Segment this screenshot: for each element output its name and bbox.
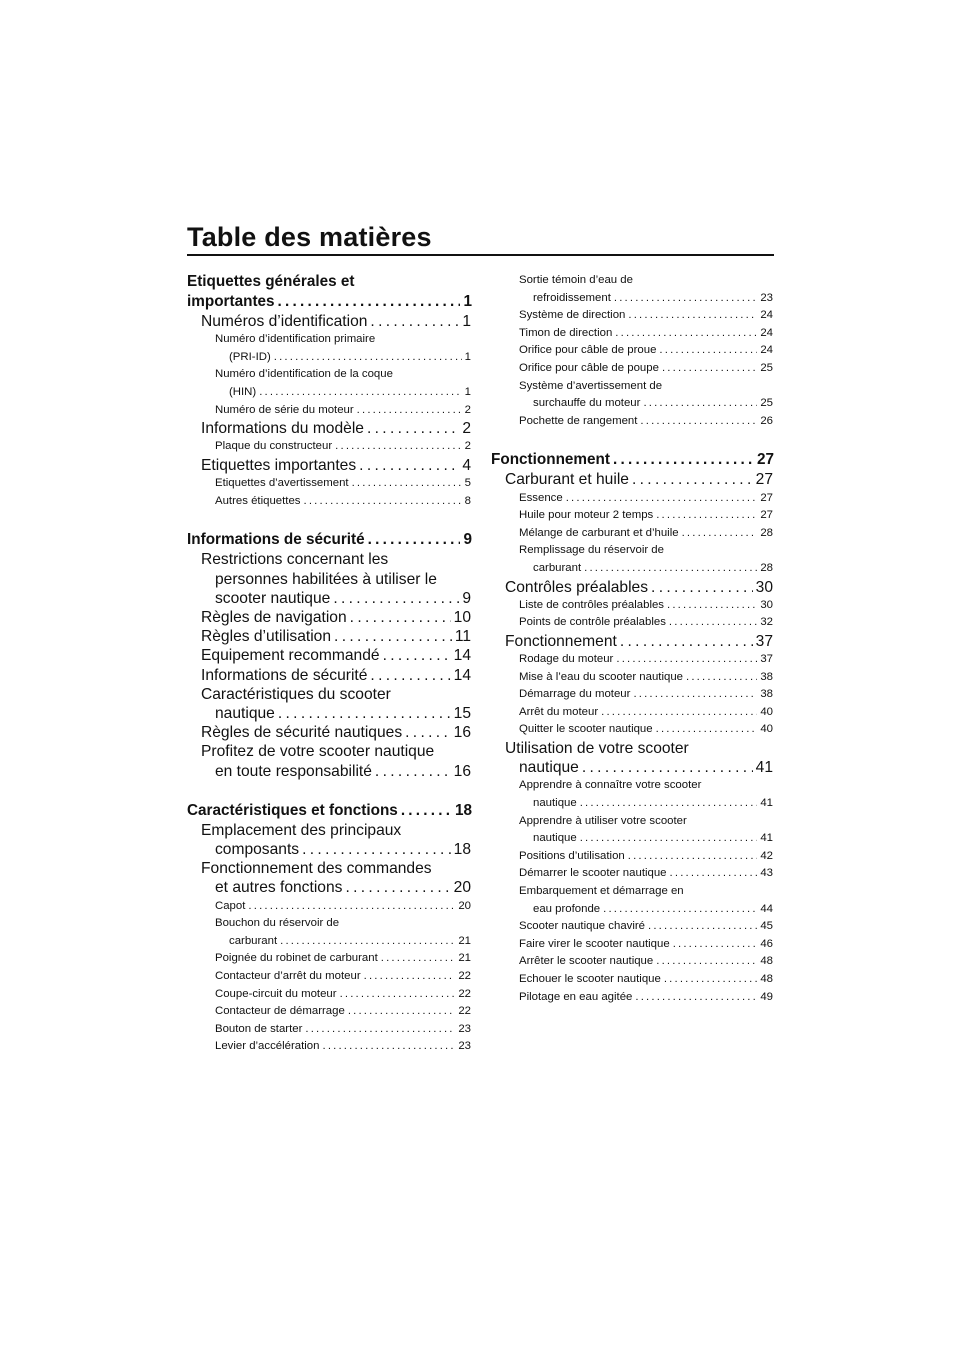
- toc-entry-title: et autres fonctions: [215, 879, 343, 897]
- toc-column-left: [187, 272, 472, 1056]
- toc-page-number: 38: [760, 670, 773, 683]
- toc-entry-title: Fonctionnement: [505, 632, 617, 650]
- toc-entry-level-3[interactable]: [491, 918, 774, 936]
- toc-page-number: 18: [453, 841, 471, 858]
- toc-entry-level-2[interactable]: [187, 550, 472, 608]
- toc-entry-level-3[interactable]: [491, 342, 774, 360]
- dot-leader: [348, 1003, 456, 1021]
- toc-entry-level-3[interactable]: [491, 307, 774, 325]
- dot-leader: [580, 830, 758, 848]
- dot-leader: [405, 723, 451, 742]
- toc-entry-title: carburant: [229, 934, 278, 947]
- toc-page-number: 5: [464, 477, 471, 490]
- toc-entry-level-3[interactable]: [491, 325, 774, 343]
- toc-entry-level-2[interactable]: [187, 723, 472, 742]
- toc-entry-title-line: Système d’avertissement de: [519, 379, 663, 392]
- toc-entry-title: Arrêt du moteur: [519, 705, 599, 718]
- toc-entry-level-3[interactable]: [491, 989, 774, 1007]
- toc-page-number: 14: [453, 666, 471, 684]
- dot-leader: [278, 704, 451, 723]
- toc-entry-level-2[interactable]: [491, 739, 774, 777]
- toc-entry-level-3[interactable]: [491, 953, 774, 971]
- toc-entry-title-line: Apprendre à utiliser votre scooter: [519, 814, 687, 827]
- toc-entry-title: nautique: [519, 759, 579, 777]
- toc-entry-level-3[interactable]: [491, 813, 774, 848]
- toc-entry-level-2[interactable]: [187, 821, 472, 859]
- toc-page-number: 14: [453, 647, 471, 665]
- toc-entry-title: Carburant et huile: [505, 471, 629, 489]
- toc-entry-title: Caractéristiques et fonctions: [187, 801, 398, 819]
- title-rule: [187, 254, 774, 256]
- dot-leader: [370, 666, 450, 685]
- toc-entry-level-3[interactable]: [187, 915, 472, 950]
- toc-page-number: 28: [760, 561, 773, 574]
- dot-leader: [401, 801, 452, 821]
- toc-page-number: 41: [760, 832, 773, 845]
- toc-entry-title: Quitter le scooter nautique: [519, 723, 653, 736]
- toc-page-number: 21: [458, 934, 471, 947]
- toc-entry-title: Liste de contrôles préalables: [519, 598, 665, 611]
- dot-leader: [364, 968, 456, 986]
- dot-leader: [340, 986, 456, 1004]
- dot-leader: [375, 762, 451, 781]
- toc-entry-title: Essence: [519, 491, 563, 504]
- toc-page-number: 41: [755, 759, 773, 777]
- toc-entry-title: nautique: [533, 832, 577, 845]
- toc-page-number: 27: [760, 509, 773, 522]
- toc-entry-title: scooter nautique: [215, 589, 331, 607]
- dot-leader: [640, 413, 757, 431]
- toc-page-number: 8: [464, 494, 471, 507]
- dot-leader: [345, 878, 450, 897]
- toc-entry-title: surchauffe du moteur: [533, 397, 641, 410]
- toc-entry-title-line: Embarquement et démarrage en: [519, 885, 684, 898]
- toc-page-number: 2: [464, 440, 471, 453]
- dot-leader: [659, 342, 757, 360]
- toc-page-number: 9: [463, 531, 472, 549]
- toc-entry-level-3[interactable]: [491, 669, 774, 687]
- dot-leader: [667, 597, 757, 615]
- toc-entry-title: nautique: [533, 797, 577, 810]
- toc-entry-level-3[interactable]: [491, 971, 774, 989]
- toc-entry-level-3[interactable]: [491, 651, 774, 669]
- dot-leader: [334, 627, 452, 646]
- toc-page-number: 24: [760, 309, 773, 322]
- dot-leader: [333, 589, 459, 608]
- toc-page-number: 9: [462, 589, 471, 607]
- toc-entry-title-line: Apprendre à connaître votre scooter: [519, 779, 702, 792]
- toc-page-number: 23: [760, 291, 773, 304]
- toc-entry-level-2[interactable]: [187, 627, 472, 646]
- toc-entry-title: Démarrage du moteur: [519, 688, 631, 701]
- toc-entry-level-3[interactable]: [187, 1003, 472, 1021]
- toc-entry-title-line: Sortie témoin d’eau de: [519, 274, 633, 286]
- dot-leader: [616, 651, 757, 669]
- toc-entry-level-3[interactable]: [187, 402, 472, 420]
- toc-entry-title-line: Caractéristiques du scooter: [201, 685, 391, 703]
- toc-page-number: 1: [462, 313, 471, 330]
- toc-page-number: 48: [760, 955, 773, 968]
- dot-leader: [274, 349, 462, 367]
- toc-page-number: 28: [760, 526, 773, 539]
- toc-page-number: 30: [755, 578, 773, 596]
- toc-entry-level-2[interactable]: [187, 419, 472, 438]
- toc-page-number: 11: [454, 628, 471, 646]
- dot-leader: [673, 936, 758, 954]
- dot-leader: [615, 325, 757, 343]
- toc-entry-title: Informations du modèle: [201, 420, 364, 438]
- toc-page-number: 46: [760, 937, 773, 950]
- toc-entry-level-2[interactable]: [187, 859, 472, 897]
- dot-leader: [305, 1021, 455, 1039]
- toc-entry-level-3[interactable]: [187, 1038, 472, 1056]
- toc-entry-title: Informations de sécurité: [187, 531, 365, 549]
- toc-entry-title: Capot: [215, 899, 246, 912]
- toc-entry-title: carburant: [533, 561, 582, 574]
- toc-entry-level-3[interactable]: [187, 968, 472, 986]
- toc-entry-title: Règles de sécurité nautiques: [201, 724, 403, 742]
- toc-entry-title: nautique: [215, 704, 275, 722]
- dot-leader: [643, 395, 757, 413]
- dot-leader: [383, 646, 451, 665]
- dot-leader: [582, 758, 753, 777]
- dot-leader: [628, 848, 758, 866]
- toc-page-number: 27: [756, 451, 774, 469]
- dot-leader: [651, 578, 753, 597]
- toc-entry-level-3[interactable]: [187, 986, 472, 1004]
- toc-entry-title-line: Numéro d’identification de la coque: [215, 368, 393, 381]
- dot-leader: [359, 456, 459, 475]
- toc-page-number: 38: [760, 688, 773, 701]
- toc-entry-level-3[interactable]: [491, 848, 774, 866]
- toc-entry-title: Rodage du moteur: [519, 653, 614, 666]
- dot-leader: [601, 704, 757, 722]
- toc-entry-level-3[interactable]: [491, 542, 774, 577]
- dot-leader: [613, 450, 754, 470]
- toc-entry-title: Système de direction: [519, 309, 626, 322]
- toc-entry-title: Faire virer le scooter nautique: [519, 937, 670, 950]
- toc-entry-title: Numéros d’identification: [201, 313, 368, 330]
- dot-leader: [303, 493, 461, 511]
- dot-leader: [566, 490, 758, 508]
- toc-page-number: 30: [760, 598, 773, 611]
- toc-entry-title: Levier d’accélération: [215, 1040, 320, 1053]
- toc-page-number: 4: [462, 456, 471, 474]
- toc-page-number: 37: [760, 653, 773, 666]
- dot-leader: [620, 632, 753, 651]
- toc-entry-title: Règles de navigation: [201, 608, 347, 626]
- toc-page-number: 21: [458, 952, 471, 965]
- dot-leader: [350, 608, 451, 627]
- dot-leader: [662, 360, 757, 378]
- toc-entry-level-2[interactable]: [187, 608, 472, 627]
- toc-page-number: 22: [458, 987, 471, 1000]
- toc-page-number: 22: [458, 1005, 471, 1018]
- toc-entry-title: (HIN): [229, 385, 257, 398]
- toc-entry-title-line: Fonctionnement des commandes: [201, 860, 432, 878]
- dot-leader: [669, 614, 757, 632]
- dot-leader: [648, 918, 757, 936]
- toc-entry-level-1[interactable]: [491, 450, 774, 470]
- toc-page-number: 26: [760, 414, 773, 427]
- toc-page-number: 41: [760, 797, 773, 810]
- toc-entry-level-3[interactable]: [491, 413, 774, 431]
- toc-entry-level-3[interactable]: [491, 597, 774, 615]
- dot-leader: [580, 795, 758, 813]
- dot-leader: [259, 384, 461, 402]
- toc-page-number: 42: [760, 849, 773, 862]
- toc-entry-level-2[interactable]: [187, 646, 472, 665]
- toc-entry-level-2[interactable]: [187, 666, 472, 685]
- toc-entry-level-2[interactable]: [491, 632, 774, 651]
- toc-entry-title-line: Utilisation de votre scooter: [505, 740, 689, 758]
- toc-entry-title: Mise à l’eau du scooter nautique: [519, 670, 684, 683]
- toc-entry-title: Mélange de carburant et d’huile: [519, 526, 679, 539]
- dot-leader: [686, 669, 757, 687]
- toc-entry-level-3[interactable]: [491, 525, 774, 543]
- toc-entry-title: Scooter nautique chaviré: [519, 920, 646, 933]
- toc-entry-title: Bouton de starter: [215, 1022, 303, 1035]
- dot-leader: [248, 898, 455, 916]
- toc-page-number: 1: [464, 350, 471, 363]
- dot-leader: [633, 686, 757, 704]
- toc-entry-title: Equipement recommandé: [201, 647, 380, 665]
- toc-entry-title: refroidissement: [533, 291, 611, 304]
- toc-entry-title: Echouer le scooter nautique: [519, 973, 661, 986]
- toc-entry-level-3[interactable]: [491, 360, 774, 378]
- dot-leader: [278, 292, 461, 312]
- toc-entry-title: Poignée du robinet de carburant: [215, 952, 378, 965]
- toc-entry-title: Arrêter le scooter nautique: [519, 955, 654, 968]
- dot-leader: [357, 402, 462, 420]
- toc-page-number: 20: [453, 879, 471, 897]
- toc-entry-title: Pilotage en eau agitée: [519, 990, 633, 1003]
- toc-page-number: 40: [760, 705, 773, 718]
- dot-leader: [381, 950, 456, 968]
- toc-page-number: 2: [464, 403, 471, 416]
- toc-entry-level-3[interactable]: [491, 704, 774, 722]
- toc-page-number: 24: [760, 344, 773, 357]
- toc-page-number: 32: [760, 616, 773, 629]
- toc-page-number: 37: [755, 632, 773, 650]
- toc-entry-title: Etiquettes d’avertissement: [215, 477, 349, 490]
- toc-entry-level-3[interactable]: [491, 614, 774, 632]
- dot-leader: [656, 953, 757, 971]
- dot-leader: [368, 530, 461, 550]
- toc-entry-title-line: Numéro d’identification primaire: [215, 333, 376, 346]
- dot-leader: [280, 933, 455, 951]
- toc-entry-level-2[interactable]: [187, 685, 472, 723]
- toc-page-number: 44: [760, 902, 773, 915]
- toc-entry-title: Contrôles préalables: [505, 578, 649, 596]
- dot-leader: [656, 507, 757, 525]
- toc-entry-title: Huile pour moteur 2 temps: [519, 509, 654, 522]
- toc-entry-level-3[interactable]: [187, 493, 472, 511]
- toc-entry-level-2[interactable]: [187, 742, 472, 780]
- dot-leader: [370, 312, 459, 331]
- dot-leader: [670, 865, 758, 883]
- toc-entry-level-3[interactable]: [187, 438, 472, 456]
- toc-entry-title: Contacteur d’arrêt du moteur: [215, 969, 361, 982]
- toc-column-right: [491, 272, 774, 1006]
- toc-page-number: 49: [760, 990, 773, 1003]
- toc-page-number: 23: [458, 1022, 471, 1035]
- toc-entry-title-line: personnes habilitées à utiliser le: [215, 570, 437, 588]
- dot-leader: [682, 525, 758, 543]
- toc-entry-level-2[interactable]: [491, 578, 774, 597]
- toc-page-number: 27: [760, 491, 773, 504]
- toc-entry-title: Orifice pour câble de proue: [519, 344, 657, 357]
- toc-entry-level-3[interactable]: [187, 331, 472, 366]
- dot-leader: [322, 1038, 455, 1056]
- toc-entry-title-line: Profitez de votre scooter nautique: [201, 743, 435, 761]
- toc-page-number: 24: [760, 326, 773, 339]
- toc-entry-title-line: Etiquettes générales et: [187, 273, 355, 290]
- toc-page-number: 45: [760, 920, 773, 933]
- toc-page-number: 15: [453, 704, 471, 722]
- toc-entry-level-3[interactable]: [491, 490, 774, 508]
- toc-page-number: 48: [760, 973, 773, 986]
- toc-entry-title: Autres étiquettes: [215, 494, 301, 507]
- toc-entry-title: Orifice pour câble de poupe: [519, 361, 659, 374]
- toc-entry-level-3[interactable]: [187, 950, 472, 968]
- toc-entry-title: importantes: [187, 293, 275, 310]
- toc-entry-level-3[interactable]: [491, 378, 774, 413]
- toc-entry-title: en toute responsabilité: [215, 762, 372, 780]
- toc-entry-level-3[interactable]: [491, 865, 774, 883]
- toc-entry-title: (PRI-ID): [229, 350, 271, 363]
- toc-page-number: 22: [458, 969, 471, 982]
- toc-page-number: 25: [760, 397, 773, 410]
- toc-entry-title: Etiquettes importantes: [201, 456, 357, 474]
- toc-page-number: 20: [458, 899, 471, 912]
- toc-entry-title-line: Restrictions concernant les: [201, 551, 389, 569]
- toc-entry-title: Règles d’utilisation: [201, 628, 332, 646]
- page-title: Table des matières: [187, 222, 432, 252]
- toc-entry-level-2[interactable]: [187, 312, 472, 331]
- toc-entry-title: Numéro de série du moteur: [215, 403, 354, 416]
- toc-entry-level-3[interactable]: [491, 686, 774, 704]
- toc-entry-level-3[interactable]: [187, 1021, 472, 1039]
- toc-entry-level-3[interactable]: [491, 883, 774, 918]
- toc-page-number: 2: [462, 420, 471, 438]
- dot-leader: [664, 971, 757, 989]
- toc-entry-title-line: Emplacement des principaux: [201, 821, 402, 839]
- toc-entry-title: Informations de sécurité: [201, 666, 368, 684]
- toc-entry-level-3[interactable]: [491, 936, 774, 954]
- toc-page-number: 40: [760, 723, 773, 736]
- toc-entry-title: composants: [215, 841, 300, 858]
- dot-leader: [628, 307, 757, 325]
- dot-leader: [632, 470, 753, 489]
- dot-leader: [584, 560, 757, 578]
- toc-page-number: 25: [760, 361, 773, 374]
- toc-entry-title: Timon de direction: [519, 326, 613, 339]
- dot-leader: [302, 840, 451, 859]
- toc-entry-title: eau profonde: [533, 902, 601, 915]
- dot-leader: [352, 475, 462, 493]
- toc-entry-level-3[interactable]: [491, 721, 774, 739]
- toc-page-number: 16: [453, 724, 471, 742]
- toc-entry-level-3[interactable]: [187, 898, 472, 916]
- toc-page-number: 23: [458, 1040, 471, 1053]
- toc-page-number: 27: [755, 471, 773, 489]
- toc-page-number: 43: [760, 867, 773, 880]
- dot-leader: [603, 901, 757, 919]
- toc-entry-title: Fonctionnement: [491, 451, 610, 469]
- toc-entry-title-line: Bouchon du réservoir de: [215, 917, 340, 930]
- toc-entry-level-1[interactable]: [187, 272, 472, 312]
- toc-entry-title: Plaque du constructeur: [215, 440, 333, 453]
- toc-entry-level-2[interactable]: [491, 470, 774, 489]
- toc-entry-title: Points de contrôle préalables: [519, 616, 666, 629]
- toc-page-number: 18: [454, 801, 472, 819]
- dot-leader: [656, 721, 758, 739]
- dot-leader: [367, 419, 459, 438]
- toc-entry-title: Pochette de rangement: [519, 414, 638, 427]
- dot-leader: [335, 438, 462, 456]
- toc-entry-level-2[interactable]: [187, 456, 472, 475]
- toc-entry-title: Démarrer le scooter nautique: [519, 867, 667, 880]
- toc-entry-level-3[interactable]: [491, 272, 774, 307]
- toc-entry-level-3[interactable]: [491, 777, 774, 812]
- toc-page-number: 16: [453, 762, 471, 780]
- toc-page-number: 10: [453, 608, 471, 626]
- toc-entry-level-3[interactable]: [187, 366, 472, 401]
- toc-page-number: 1: [463, 293, 472, 310]
- toc-entry-level-1[interactable]: [187, 530, 472, 550]
- toc-entry-level-3[interactable]: [187, 475, 472, 493]
- dot-leader: [635, 989, 757, 1007]
- toc-entry-level-1[interactable]: [187, 801, 472, 821]
- dot-leader: [614, 290, 757, 308]
- toc-entry-title-line: Remplissage du réservoir de: [519, 544, 664, 557]
- toc-entry-title: Positions d’utilisation: [519, 849, 625, 862]
- toc-entry-title: Contacteur de démarrage: [215, 1005, 345, 1018]
- toc-entry-level-3[interactable]: [491, 507, 774, 525]
- toc-page-number: 1: [464, 385, 471, 398]
- toc-entry-title: Coupe-circuit du moteur: [215, 987, 337, 1000]
